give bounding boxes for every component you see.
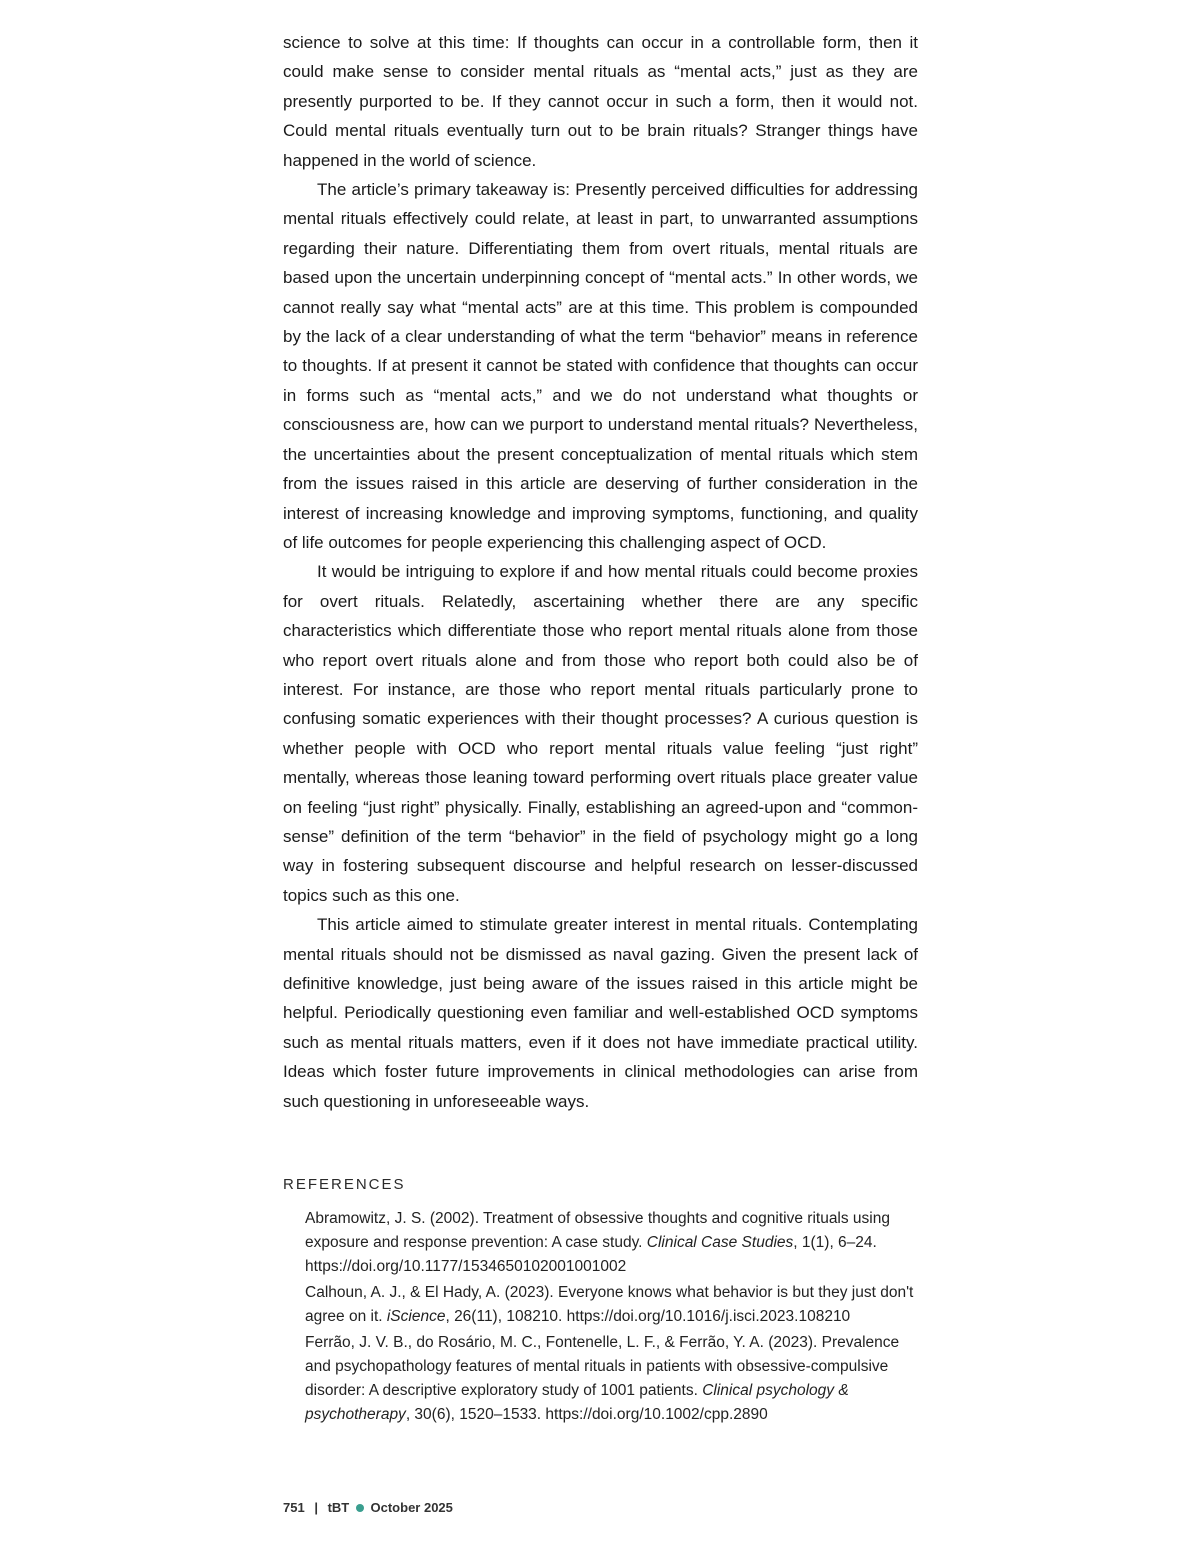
page-footer [283,1500,453,1515]
references-heading: REFERENCES [283,1176,406,1194]
reference-text: Calhoun, A. J., & El Hady, A. (2023). Everyone knows what behavior is but they just don't agree on it. [305,1284,914,1326]
references-list [283,1207,918,1427]
reference-details: , 26(11), 108210. https://doi.org/10.1016/j.isci.2023.108210 [445,1308,851,1326]
reference-text: Abramowitz, J. S. (2002). Treatment of obsessive thoughts and cognitive rituals using exposure and response prevention: A case study. [305,1210,890,1252]
reference-item [305,1281,918,1329]
bullet-dot-icon [356,1504,364,1512]
footer-separator: | [314,1500,318,1515]
reference-item [305,1207,918,1279]
reference-source: iScience [386,1308,446,1326]
paragraph-takeaway: The article’s primary takeaway is: Presently perceived difficulties for addressing mental rituals effectively could relate, at least in part, to unwarranted assumptions regarding their nature. Differentiating them from overt rituals, mental rituals are based upon the uncertain underpinning concept of “mental acts.” In other words, we cannot really say what “mental acts” are at this time. This problem is compounded by the lack of a clear understanding of what the term “behavior” means in reference to thoughts. If at present it cannot be stated with confidence that thoughts can occur in forms such as “mental acts,” and we do not understand what thoughts or consciousness are, how can we purport to understand mental rituals? Nevertheless, the uncertainties about the present conceptualization of mental rituals which stem from the issues raised in this article are deserving of further consideration in the interest of increasing knowledge and improving symptoms, functioning, and quality of life outcomes for people experiencing this challenging aspect of OCD. [283,180,918,552]
reference-source: Clinical Case Studies [646,1234,794,1252]
reference-details: , 1(1), 6–24. https://doi.org/10.1177/1534650102001001002 [305,1234,877,1276]
journal-name: tBT [327,1500,350,1515]
body-text [283,28,918,1116]
issue-date: October 2025 [370,1500,453,1515]
paragraph-future-research: It would be intriguing to explore if and how mental rituals could become proxies for overt rituals. Relatedly, ascertaining whether there are any specific characteristics which differentiate those who report mental rituals alone from those who report overt rituals alone and from those who report both could also be of interest. For instance, are those who report mental rituals particularly prone to confusing somatic experiences with their thought processes? A curious question is whether people with OCD who report mental rituals value feeling “just right” mentally, whereas those leaning toward performing overt rituals place greater value on feeling “just right” physically. Finally, establishing an agreed-upon and “common-sense” definition of the term “behavior” in the field of psychology might go a long way in fostering subsequent discourse and helpful research on lesser-discussed topics such as this one. [283,562,918,905]
reference-text: Ferrão, J. V. B., do Rosário, M. C., Fontenelle, L. F., & Ferrão, Y. A. (2023). Prevalence and psychopathology features of mental rituals in patients with obsessive-compulsive disorder: A descriptive exploratory study of 1001 patients. [305,1334,900,1400]
article-page [283,28,918,1429]
paragraph-conclusion: This article aimed to stimulate greater interest in mental rituals. Contemplating mental rituals should not be dismissed as naval gazing. Given the present lack of definitive knowledge, just being aware of the issues raised in this article might be helpful. Periodically questioning even familiar and well-established OCD symptoms such as mental rituals matters, even if it does not have immediate practical utility. Ideas which foster future improvements in clinical methodologies can arise from such questioning in unforeseeable ways. [283,915,918,1111]
page-number: 751 [283,1500,305,1515]
reference-details: , 30(6), 1520–1533. https://doi.org/10.1002/cpp.2890 [405,1406,768,1424]
paragraph-continuation: science to solve at this time: If thoughts can occur in a controllable form, then it could make sense to consider mental rituals as “mental acts,” just as they are presently purported to be. If they cannot occur in such a form, then it would not. Could mental rituals eventually turn out to be brain rituals? Stranger things have happened in the world of science. [283,33,918,170]
reference-source: Clinical psychology & psychotherapy [305,1382,849,1424]
reference-item [305,1331,918,1427]
